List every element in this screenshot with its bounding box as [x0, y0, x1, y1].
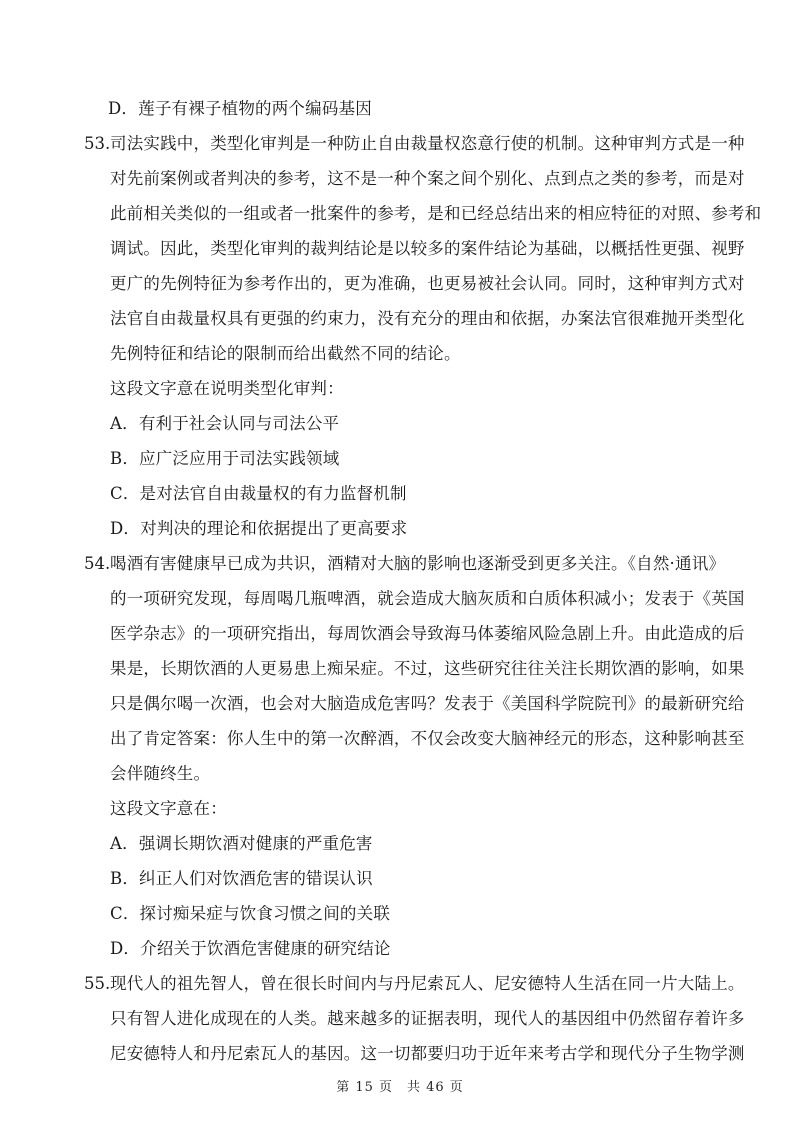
question-53-line-7: 先例特征和结论的限制而给出截然不同的结论。	[110, 344, 461, 363]
question-55-number: 55.	[84, 974, 111, 993]
question-54-line-7: 会伴随终生。	[110, 764, 211, 783]
question-54-option-b: B．纠正人们对饮酒危害的错误认识	[110, 869, 373, 888]
question-53-option-b: B．应广泛应用于司法实践领域	[110, 449, 340, 468]
question-53-option-a: A．有利于社会认同与司法公平	[110, 414, 340, 433]
prev-question-option-d: D．莲子有裸子植物的两个编码基因	[108, 99, 372, 118]
question-55-line-3: 尼安德特人和丹尼索瓦人的基因。这一切都要归功于近年来考古学和现代分子生物学测	[110, 1044, 745, 1063]
question-54-number: 54.	[84, 554, 111, 573]
question-53-number: 53.	[84, 134, 111, 153]
question-53-option-c: C．是对法官自由裁量权的有力监督机制	[110, 484, 407, 503]
question-53-line-6: 法官自由裁量权具有更强的约束力，没有充分的理由和依据，办案法官很难抛开类型化	[110, 309, 745, 328]
question-54-line-5: 只是偶尔喝一次酒，也会对大脑造成危害吗？发表于《美国科学院院刊》的最新研究给	[110, 694, 745, 713]
question-53-line-2: 对先前案例或者判决的参考，这不是一种个案之间个别化、点到点之类的参考，而是对	[110, 169, 745, 188]
question-54-line-1: 喝酒有害健康早已成为共识，酒精对大脑的影响也逐渐受到更多关注。《自然·通讯》	[110, 554, 726, 573]
question-54-line-3: 医学杂志》的一项研究指出，每周饮酒会导致海马体萎缩风险急剧上升。由此造成的后	[110, 624, 745, 643]
question-54-line-4: 果是，长期饮酒的人更易患上痴呆症。不过，这些研究往往关注长期饮酒的影响，如果	[110, 659, 745, 678]
question-54-option-c: C．探讨痴呆症与饮食习惯之间的关联	[110, 904, 391, 923]
question-53-option-d: D．对判决的理论和依据提出了更高要求	[110, 519, 408, 538]
question-54-line-6: 出了肯定答案：你人生中的第一次醉酒，不仅会改变大脑神经元的形态，这种影响甚至	[110, 729, 745, 748]
question-53-prompt: 这段文字意在说明类型化审判：	[110, 379, 344, 398]
question-54-line-2: 的一项研究发现，每周喝几瓶啤酒，就会造成大脑灰质和白质体积减小；发表于《英国	[110, 589, 745, 608]
page-footer: 第 15 页 共 46 页	[336, 1080, 464, 1095]
question-53-line-4: 调试。因此，类型化审判的裁判结论是以较多的案件结论为基础，以概括性更强、视野	[110, 239, 745, 258]
question-55-line-1: 现代人的祖先智人，曾在很长时间内与丹尼索瓦人、尼安德特人生活在同一片大陆上。	[110, 974, 745, 993]
question-54-prompt: 这段文字意在：	[110, 799, 227, 818]
question-53-line-5: 更广的先例特征为参考作出的，更为准确，也更易被社会认同。同时，这种审判方式对	[110, 274, 745, 293]
question-53-line-3: 此前相关类似的一组或者一批案件的参考，是和已经总结出来的相应特征的对照、参考和	[110, 204, 762, 223]
question-53-line-1: 司法实践中，类型化审判是一种防止自由裁量权恣意行使的机制。这种审判方式是一种	[110, 134, 745, 153]
question-54-option-d: D．介绍关于饮酒危害健康的研究结论	[110, 939, 391, 958]
question-55-line-2: 只有智人进化成现在的人类。越来越多的证据表明，现代人的基因组中仍然留存着许多	[110, 1009, 745, 1028]
question-54-option-a: A．强调长期饮酒对健康的严重危害	[110, 834, 373, 853]
